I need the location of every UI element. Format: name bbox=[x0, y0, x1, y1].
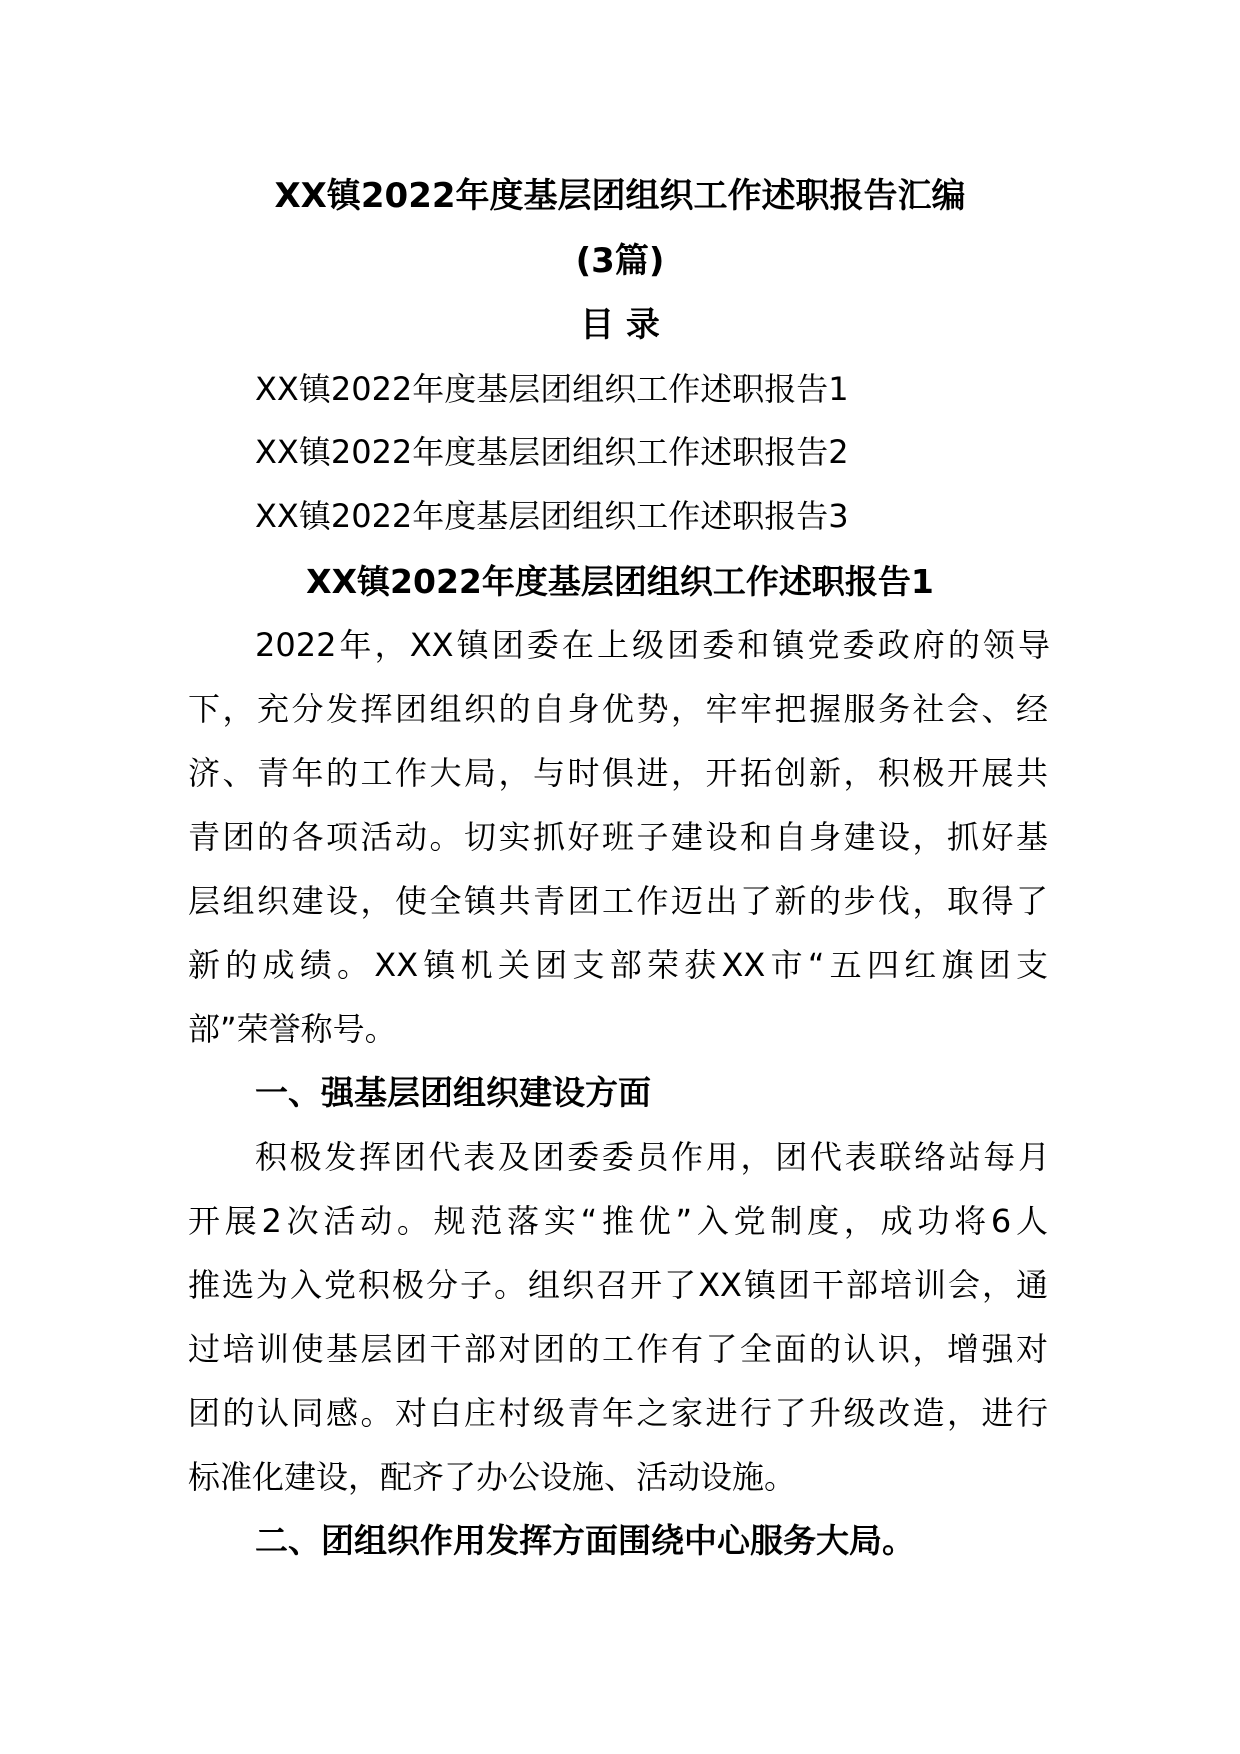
paragraph-line: 部”荣誉称号。 bbox=[188, 1010, 397, 1048]
toc-item[interactable]: XX镇2022年度基层团组织工作述职报告2 bbox=[255, 433, 849, 471]
toc-item[interactable]: XX镇2022年度基层团组织工作述职报告3 bbox=[255, 497, 849, 535]
paragraph-line: 济、青年的工作大局，与时俱进，开拓创新，积极开展共 bbox=[188, 754, 1048, 792]
paragraph-line: 过培训使基层团干部对团的工作有了全面的认识，增强对 bbox=[188, 1330, 1048, 1368]
document-title: XX镇2022年度基层团组织工作述职报告汇编 bbox=[274, 176, 966, 216]
section-heading: 一、强基层团组织建设方面 bbox=[255, 1073, 651, 1112]
section-heading: 二、团组织作用发挥方面围绕中心服务大局。 bbox=[255, 1521, 915, 1560]
paragraph-line: 积极发挥团代表及团委委员作用，团代表联络站每月 bbox=[255, 1138, 1050, 1176]
paragraph-line: 青团的各项活动。切实抓好班子建设和自身建设，抓好基 bbox=[188, 818, 1048, 856]
paragraph-line: 下，充分发挥团组织的自身优势，牢牢把握服务社会、经 bbox=[188, 690, 1048, 728]
paragraph-line: 新的成绩。XX镇机关团支部荣获XX市“五四红旗团支 bbox=[188, 946, 1048, 984]
toc-item[interactable]: XX镇2022年度基层团组织工作述职报告1 bbox=[255, 370, 849, 408]
paragraph-line: 层组织建设，使全镇共青团工作迈出了新的步伐，取得了 bbox=[188, 882, 1048, 920]
paragraph-line: 团的认同感。对白庄村级青年之家进行了升级改造，进行 bbox=[188, 1394, 1048, 1432]
paragraph-line: 2022年，XX镇团委在上级团委和镇党委政府的领导 bbox=[255, 626, 1050, 664]
paragraph-line: 标准化建设，配齐了办公设施、活动设施。 bbox=[188, 1458, 797, 1496]
document-subtitle: (3篇) bbox=[575, 241, 665, 281]
paragraph-line: 开展2次活动。规范落实“推优”入党制度，成功将6人 bbox=[188, 1202, 1048, 1240]
report-heading: XX镇2022年度基层团组织工作述职报告1 bbox=[306, 562, 934, 601]
paragraph-line: 推选为入党积极分子。组织召开了XX镇团干部培训会，通 bbox=[188, 1266, 1048, 1304]
toc-heading: 目 录 bbox=[580, 305, 660, 345]
